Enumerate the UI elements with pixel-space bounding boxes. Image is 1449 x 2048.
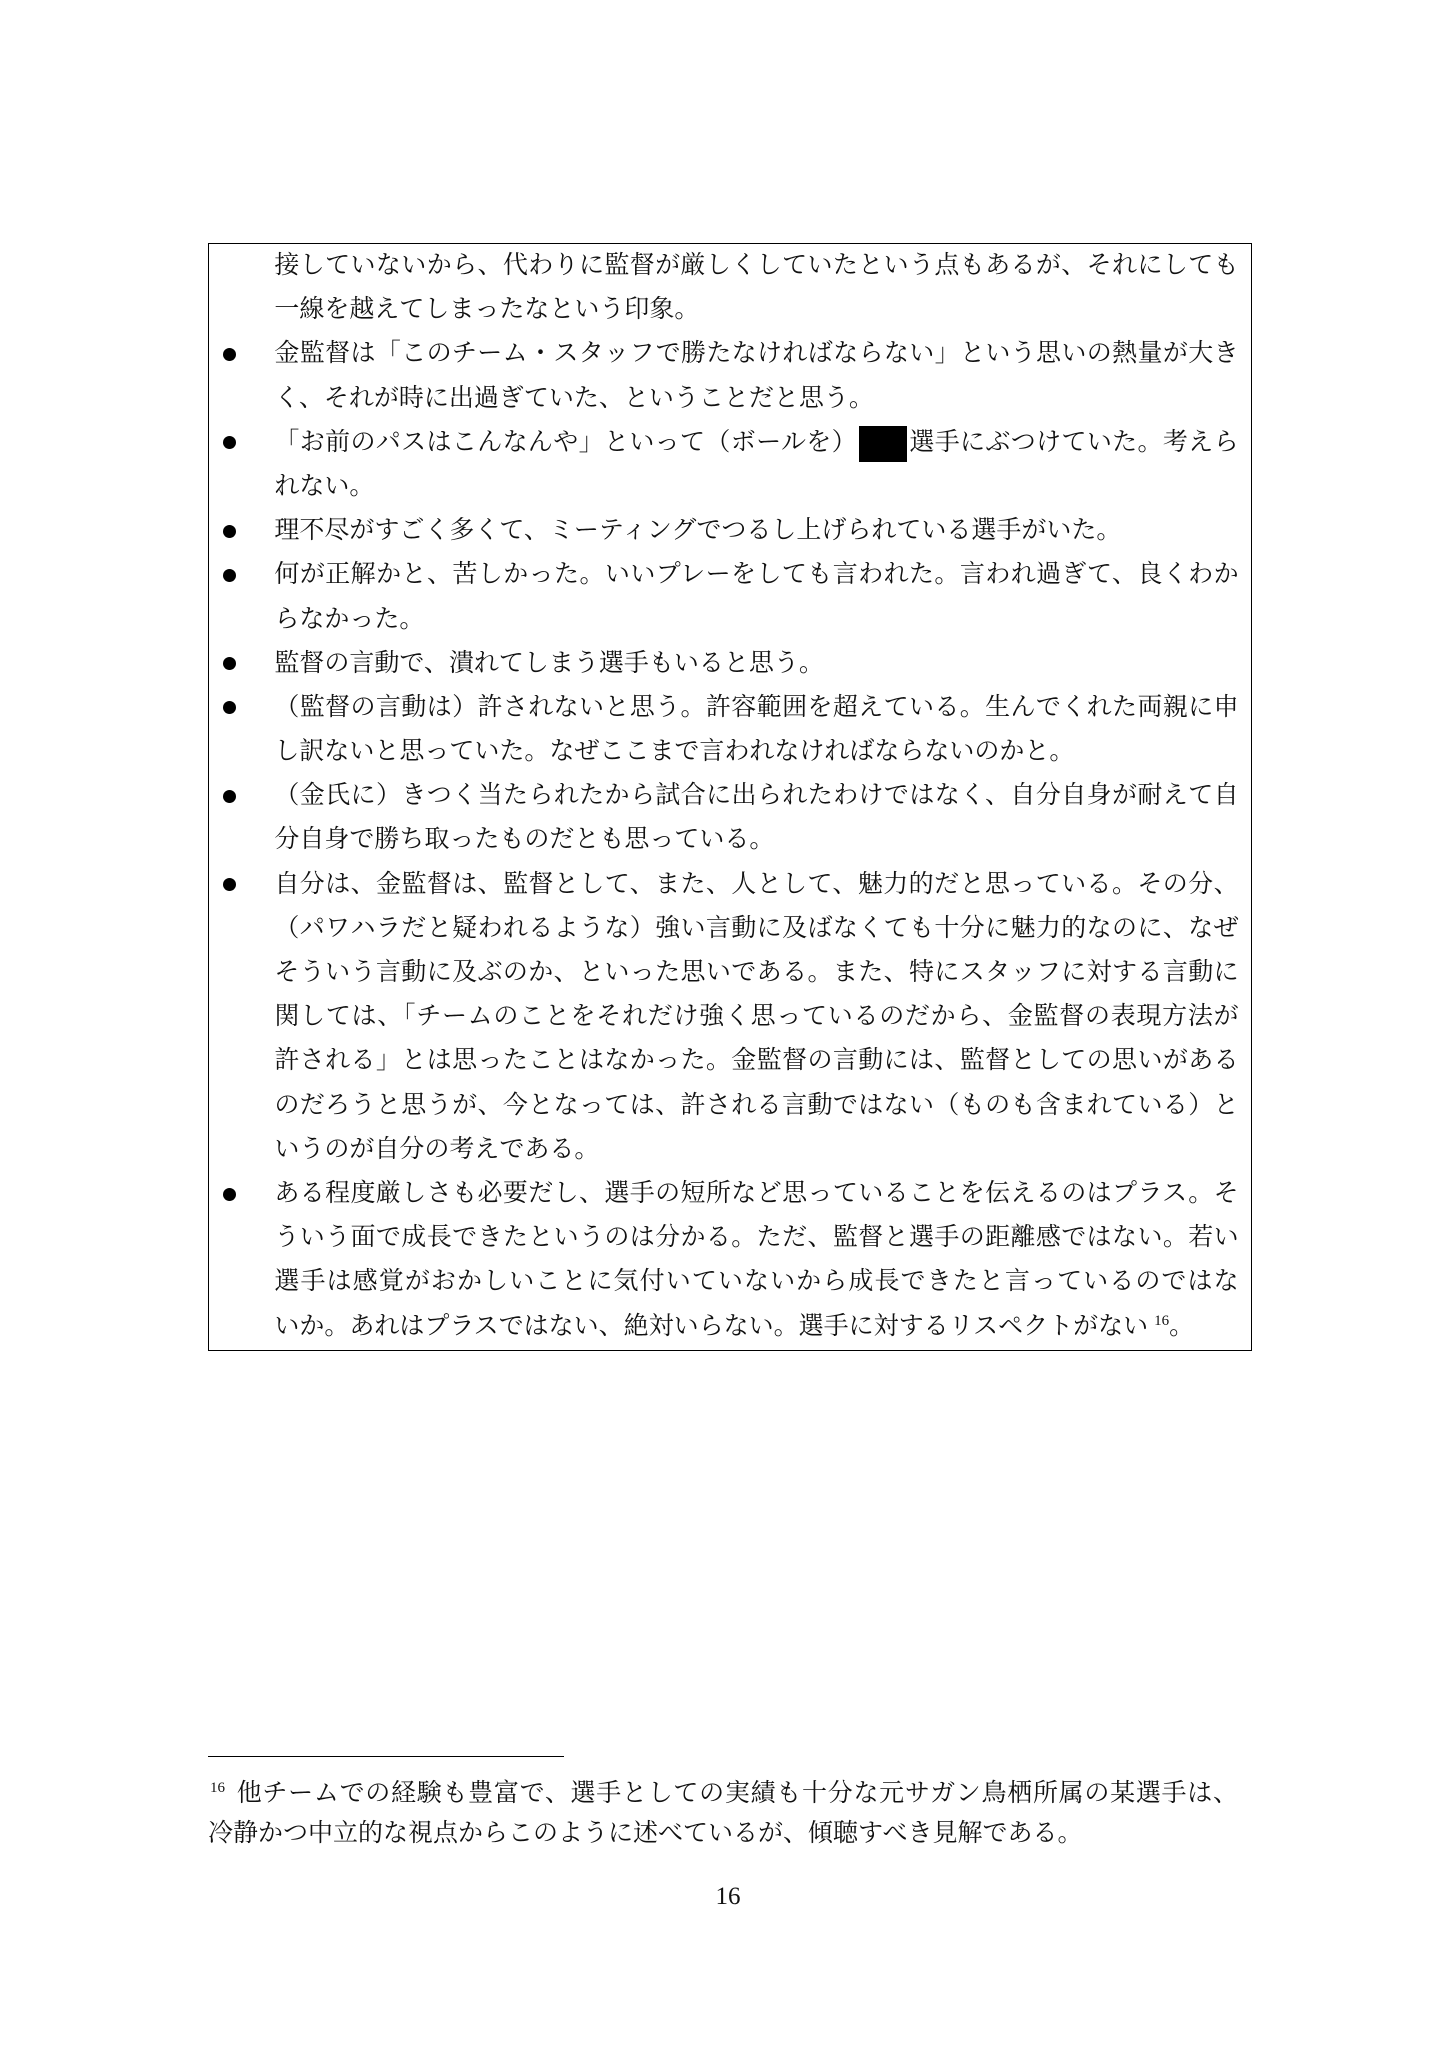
quote-line: れない。 [274, 472, 375, 500]
quote-line: ういう面で成長できたというのは分かる。ただ、監督と選手の距離感ではない。若い [274, 1224, 1239, 1252]
footnote-text: 他チームでの経験も豊富で、選手としての実績も十分な元サガン鳥栖所属の某選手は、 [236, 1780, 1238, 1807]
quote-line: らなかった。 [274, 605, 425, 633]
quote-item [209, 774, 1251, 862]
quote-line: いうのが自分の考えである。 [274, 1135, 600, 1163]
quote-line: 接していないから、代わりに監督が厳しくしていたという点もあるが、それにしても [274, 252, 1239, 279]
quote-line-text: いか。あれはプラスではない、絶対いらない。選手に対するリスペクトがない [274, 1312, 1149, 1340]
quote-item [209, 332, 1251, 420]
quote-item [209, 244, 1251, 332]
bullet-icon [223, 348, 236, 361]
quote-line [209, 1305, 1251, 1349]
quote-line: 選手は感覚がおかしいことに気付いていないから成長できたと言っているのではな [274, 1268, 1239, 1296]
quote-line: 許される」とは思ったことはなかった。金監督の言動には、監督としての思いがある [274, 1047, 1239, 1075]
bullet-icon [223, 569, 236, 582]
quote-line [209, 421, 1251, 465]
redaction-block [859, 426, 907, 462]
quote-line: そういう言動に及ぶのか、といった思いである。また、特にスタッフに対する言動に [274, 959, 1239, 986]
quote-line: 自分は、金監督は、監督として、また、人として、魅力的だと思っている。その分、 [274, 870, 1239, 898]
footnote-reference: 16 [1154, 1312, 1170, 1329]
page-number: 16 [715, 1883, 741, 1910]
quote-item [209, 686, 1251, 774]
quote-item [209, 421, 1251, 509]
footnote-line: 冷静かつ中立的な視点からこのように述べているが、傾聴すべき見解である。 [208, 1819, 1083, 1847]
quote-item [209, 509, 1251, 553]
bullet-icon [223, 1188, 236, 1201]
quote-line: （監督の言動は）許されないと思う。許容範囲を超えている。生んでくれた両親に申 [274, 693, 1239, 721]
quote-line: し訳ないと思っていた。なぜここまで言われなければならないのかと。 [274, 738, 1075, 766]
footnote-marker: 16 [210, 1780, 225, 1796]
quote-line: ある程度厳しさも必要だし、選手の短所など思っていることを伝えるのはプラス。そ [274, 1179, 1239, 1207]
quote-item [209, 1172, 1251, 1349]
footnote [208, 1774, 1238, 1853]
bullet-icon [223, 790, 236, 803]
footnote-line [208, 1774, 1238, 1814]
footnote-separator [208, 1756, 564, 1757]
quote-line-suffix: 。 [1169, 1312, 1195, 1340]
quote-line: 監督の言動で、潰れてしまう選手もいると思う。 [274, 649, 824, 677]
quote-line-text: 「お前のパスはこんなんや」といって（ボールを） [274, 428, 857, 456]
quote-line-text: 選手にぶつけていた。考えら [909, 428, 1239, 456]
quote-line: く、それが時に出過ぎていた、ということだと思う。 [274, 384, 874, 412]
quote-line: 分自身で勝ち取ったものだとも思っている。 [274, 826, 775, 854]
quote-line: 金監督は「このチーム・スタッフで勝たなければならない」という思いの熱量が大き [274, 340, 1239, 368]
quote-line: （パワハラだと疑われるような）強い言動に及ばなくても十分に魅力的なのに、なぜ [274, 914, 1239, 942]
quote-item [209, 642, 1251, 686]
quote-item [209, 863, 1251, 1172]
bullet-icon [223, 525, 236, 538]
quote-item [209, 553, 1251, 641]
quote-line: 何が正解かと、苦しかった。いいプレーをしても言われた。言われ過ぎて、良くわか [274, 561, 1239, 589]
quote-line: 関しては、「チームのことをそれだけ強く思っているのだから、金監督の表現方法が [274, 1003, 1239, 1031]
quote-line: （金氏に）きつく当たられたから試合に出られたわけではなく、自分自身が耐えて自 [274, 782, 1239, 810]
quote-line: のだろうと思うが、今となっては、許される言動ではない（ものも含まれている）と [274, 1091, 1239, 1119]
interview-quote-box [208, 243, 1252, 1351]
quote-line: 理不尽がすごく多くて、ミーティングでつるし上げられている選手がいた。 [274, 517, 1122, 545]
quote-line: 一線を越えてしまったなという印象。 [274, 296, 700, 324]
